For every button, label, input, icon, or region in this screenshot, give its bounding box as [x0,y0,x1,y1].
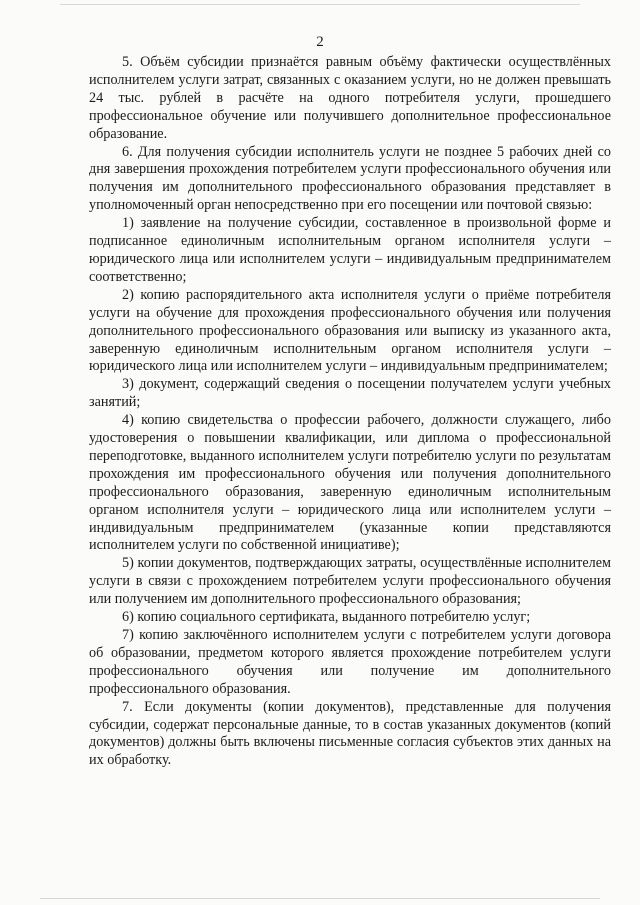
list-item-attendance-document: 3) документ, содержащий сведения о посещении получателем услуги учебных занятий; [89,376,611,411]
paragraph-personal-data: 7. Если документы (копии документов), представленные для получения субсидии, содержат персональные данные, то в состав указанных документов (копий документов) должны быть включены письменные согласия субъектов этих данных на их обработку. [89,698,611,769]
page-number: 2 [316,34,324,50]
paragraph-subsidy-amount: 5. Объём субсидии признаётся равным объёму фактически осуществлённых исполнителем услуги затрат, связанных с оказанием услуги, но не должен превышать 24 тыс. рублей в расчёте на одного потребителя услуги, прошедшего профессиональное обучение или получившего дополнительное профессиональное образование. [89,54,611,142]
paragraph-documents-intro: 6. Для получения субсидии исполнитель услуги не позднее 5 рабочих дней со дня завершения прохождения потребителем услуги профессионального обучения или получения им дополнительного профессионального образования представляет в уполномоченный орган непосредственно при его посещении или почтовой связью: [89,143,611,214]
list-item-certificate-copy: 4) копию свидетельства о профессии рабочего, должности служащего, либо удостоверения о повышении квалификации, или диплома о профессиональной переподготовке, выданного исполнителем услуги потребителю услуги по результатам прохождения им профессионального обучения или получения дополнительного профессионального образования, заверенную единоличным исполнительным органом исполнителя услуги – юридического лица или исполнителем услуги – индивидуальным предпринимателем (указанные копии представляются исполнителем услуги по собственной инициативе); [89,412,611,554]
list-item-admission-order: 2) копию распорядительного акта исполнителя услуги о приёме потребителя услуги на обучение для прохождения профессионального обучения или получения дополнительного профессионального образования или выписку из указанного акта, заверенную единоличным исполнительным органом исполнителя услуги – юридического лица или исполнителем услуги – индивидуальным предпринимателем; [89,286,611,375]
document-body [89,54,611,770]
list-item-education-contract: 7) копию заключённого исполнителем услуги с потребителем услуги договора об образовании, предметом которого является прохождение потребителем услуги профессионального обучения или получение им дополнительного профессионального образования. [89,627,611,697]
scan-edge-top [60,4,580,5]
list-item-expense-documents: 5) копии документов, подтверждающих затраты, осуществлённые исполнителем услуги в связи с прохождением потребителем услуги профессионального обучения или получением им дополнительного профессионального образования; [89,555,611,608]
list-item-application: 1) заявление на получение субсидии, составленное в произвольной форме и подписанное единоличным исполнительным органом исполнителя услуги – юридического лица или исполнителем услуги – индивидуальным предпринимателем соответственно; [89,215,611,285]
list-item-social-certificate: 6) копию социального сертификата, выданного потребителю услуг; [122,609,531,626]
scan-edge-bottom [40,898,600,899]
